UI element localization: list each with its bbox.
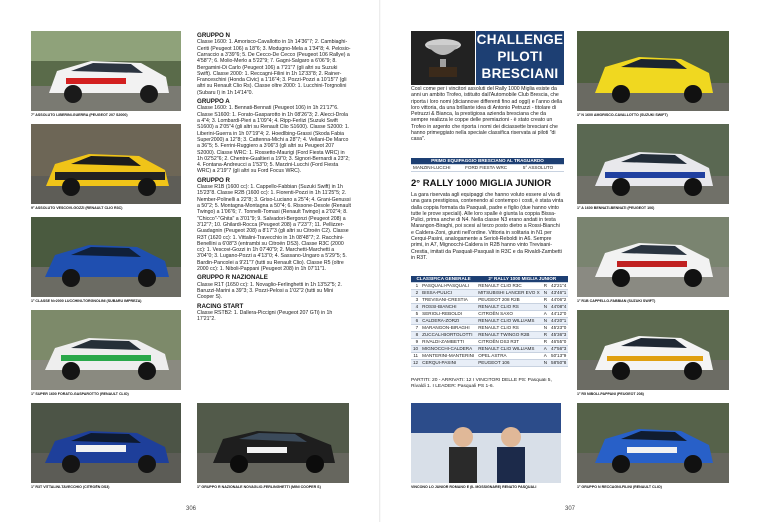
ranking-crew: MANTERINI-MANTERINI xyxy=(422,353,475,358)
ranking-crew: PASQUALI-PASQUALI xyxy=(420,283,476,290)
ranking-group: A xyxy=(542,346,549,353)
photo-pasquali-winners xyxy=(411,403,561,483)
ranking-group: N xyxy=(543,325,548,330)
ranking-crew: TREVISANI-CRESTIA xyxy=(420,297,476,304)
photo-caption: 1° SUPER 1600 FORATO-GASPAROTTO (RENAULT CLIO) xyxy=(31,392,129,396)
ranking-group: A xyxy=(542,353,549,360)
group-n-results: Classe 1600: 1. Amorisco-Cavallotto in 1h 14'36"7; 2. Cambiaghi-Ceriti (Peugeot 106) a 18"6; 3. Modugno-Mela a 1'34"8; 4. Pelosio-Carraccio a 3'39"6; 5. De Cecco-De Cecco (Peugeot 106 Rallye) a 4'58"7; 6. Molio-Merlo a 5'22"9; 7. Gagni-Salgaro a 6'06"9; 8. Bergamini-Di Carlo (Peugeot 106) a 7'21"7 (gli altri su Suzuki Swift). Classe 2000: 1. Reccagni-Filini in 1h 12'33"8; 2. Rainer-Franceschini (Honda Civic) a 1'16"4; 3. Pozzi-Pozzi a 10'15"7 (gli altri su Renault Clio Rs). Classe oltre 2000: 1. Lucchini-Torgnolini (Subaru I) in 1h 14'14"0. xyxy=(197,39,351,96)
ranking-pos: 9 xyxy=(411,339,420,346)
racing-start-results: Classe RSTB2: 1. Dallera-Piccigni (Peugeot 207 GTi) in 1h 17'21"2. xyxy=(197,310,333,323)
photo-vescovi-gozzi xyxy=(31,124,181,204)
ranking-crew: CALDERA-ZORZI xyxy=(420,318,476,325)
ranking-crew: ZUCCALI-BORTOLOTTI xyxy=(420,332,476,339)
ranking-time: 42'21"4 xyxy=(551,283,567,288)
ranking-time: 46'55"0 xyxy=(551,339,567,344)
primo-position: 5° ASSOLUTO xyxy=(521,165,564,172)
ranking-pos: 4 xyxy=(411,304,420,311)
ranking-pos: 12 xyxy=(413,360,419,365)
ranking-pos: 6 xyxy=(411,318,420,325)
challenge-title-box xyxy=(476,31,564,85)
photo-caption: 1° R3T VITTALINI-TAVECCHIO (CITROËN DS3) xyxy=(31,485,110,489)
ranking-group: N xyxy=(543,360,548,365)
title-line: PILOTI xyxy=(497,49,543,64)
group-rn-heading: GRUPPO R NAZIONALE xyxy=(197,274,268,282)
ranking-car: RENAULT CLIO R3C xyxy=(476,283,542,290)
group-a-results: Classe 1600: 1. Bennati-Bennati (Peugeot 106) in 1h 21'17"6. Classe S1600: 1. Forato-Gasparotto in 1h 08'26"3; 2. Alecci-Drola a 4"4; 3. Lombardi-Pieri a 1'09"4; 4. Ripp-Ferlizi (Suzuki Swift S1600) a 2'05"4 (gli altri su Renault Clio S1600). Classe S2000: 1. Liberini-Guerra in 1h 07'19"4; 2. Hoedlbing-Grassi (Skoda Fabia Super2000) a 12"8; 3. Cattenna-Michi a 28"7; 4. Vellani-De Marco a 36"5; 5. Ferrini-Ruggiero a 3'06"3 (gli altri su Peugeot 207 S2000). Classe WRC: 1. Rossetto-Maurigi (Ford Fiesta WRC) in 1h 02'52"6; 2. Chentre-Gualtieri a 19"0; 3. Signori-Bernardi a 23"2; 4. Fontana-Andreucci a 1'53"0; 5. Marzini-Lucchi (Ford Fiesta WRC) a 2'19"7 (gli altri su Ford Focus WRC). xyxy=(197,105,350,175)
photo-forato-gasparotto xyxy=(31,310,181,390)
ranking-group: N xyxy=(543,290,548,295)
ranking-crew: MIGNOCCHI-CALDERA xyxy=(420,346,476,353)
ranking-row xyxy=(411,311,568,318)
ranking-time: 44'08"4 xyxy=(551,304,567,309)
ranking-pos: 2 xyxy=(411,290,420,297)
ranking-car: CITROËN SAXO xyxy=(476,311,542,318)
ranking-row xyxy=(411,360,568,367)
photo-caption: 1° GRUPPO R NAZIONALE NOVAGLIO-FERLINGHETTI (MINI COOPER S) xyxy=(197,485,321,489)
primo-crew: MANZINI-LUCCHI xyxy=(411,165,463,172)
title-line: BRESCIANI xyxy=(481,66,559,81)
photo-niboli-pappani xyxy=(577,310,729,390)
ranking-row xyxy=(411,353,568,360)
racing-start-heading: RACING START xyxy=(197,302,244,310)
ranking-group: N xyxy=(543,304,548,309)
photo-bennati-bennati xyxy=(577,124,729,204)
ranking-time: 44'20"1 xyxy=(551,318,567,323)
challenge-intro: Così come per i vincitori assoluti del Rally 1000 Miglia esiste da anni un ambito Trofeo, istituito dall'Automobile Club Brescia, che riporta i loro nomi (diciannove differenti fino ad oggi) e l'anno della loro vittoria, da una brillante idea di Antonio Petruzzi - titolare di Petruzzi & Bianca, la prestigiosa azienda bresciana che da sempre realizza le coppe delle premiazioni - è stato creato un Trofeo in argento che riporta i nomi dei diciassette bresciani che hanno primeggiato nella speciale classifica riservata ai piloti "di casa". xyxy=(411,86,563,143)
group-a-heading: GRUPPO A xyxy=(197,98,230,106)
page-number-right: 307 xyxy=(565,506,576,512)
photo-caption: 1° CLASSE N>2000 LUCCHINI-TORGNOLINI (SUBARU IMPREZA) xyxy=(31,299,142,303)
primo-equipaggio-table xyxy=(411,158,564,172)
primo-car: FORD FIESTA WRC xyxy=(463,165,521,172)
ranking-car: RENAULT CLIO RS xyxy=(476,325,542,332)
ranking-crew: ROSSI-BIANCHI xyxy=(420,304,476,311)
group-r-heading: GRUPPO R xyxy=(197,176,231,184)
results-column-left xyxy=(197,30,351,400)
ranking-row xyxy=(411,304,568,311)
ranking-car: CITROËN DS3 R3T xyxy=(476,339,542,346)
ranking-pos: 7 xyxy=(411,325,420,332)
ranking-time: 45'36"3 xyxy=(551,332,567,337)
photo-novaglio-ferlinghetti xyxy=(197,403,349,483)
ranking-time: 47'56"3 xyxy=(551,346,567,351)
junior-title: 2° RALLY 1000 MIGLIA JUNIOR xyxy=(411,178,552,189)
ranking-time: 45'23"0 xyxy=(551,325,567,330)
ranking-header-right: 2° RALLY 1000 MIGLIA JUNIOR xyxy=(476,276,568,283)
ranking-crew: BISSA-PULICI xyxy=(420,290,476,297)
primo-header: PRIMO EQUIPAGGIO BRESCIANO AL TRAGUARDO xyxy=(411,158,564,165)
ranking-time: 50'13"9 xyxy=(551,353,567,358)
page-gutter xyxy=(379,0,381,522)
photo-cappello-fabbian xyxy=(577,217,729,297)
photo-caption: VINCONO LO JUNIOR ROMANO E (IL MOSSIGNARE) RENATO PASQUALI xyxy=(411,485,537,489)
ranking-pos: 5 xyxy=(411,311,420,318)
junior-footer: PARTITI: 20 - ARRIVATI: 12 I VINCITORI DELLE PS: Pasquali 5, Rivaldi 1. I LEADER: Pasquali PS 1-6. xyxy=(411,378,552,390)
ranking-pos: 1 xyxy=(411,283,420,290)
ranking-car: PEUGEOT 106 xyxy=(476,360,542,367)
group-r-results: Classe R1B (1600 cc): 1. Cappello-Fabbian (Suzuki Swift) in 1h 15'23"8. Classe R2B (1600 cc): 1. Fiorenti-Pozzi in 1h 11'25"5; 2. Nember-Polinelli a 22"8; 3. Griso-Luciano a 25"4; 4. Grani-Genussi a 50"2; 5. Montagna-Montagna a 50"4; 6. Rissone-Desole (Renault Twingo) a 1'06"6; 7. Tonnelli-Tomasi (Renault Twingo) a 2'02"4; 8. "Chicco"-"Ghita" a 3'01"9; 9. Salvadori-Bergonzi (Peugeot 208) a 3'12"7; 10. Ghilardi-Rocca (Peugeot 208) a 7'23"7; 11. Pellizzer-Guadagnin (Peugeot 208) a 8'17"3 (gli altri su Citroën C2). Classe R3T (1620 cc): 1. Vittalini-Travecchio in 1h 08'48"7; 2. Racchini-Benellini a 6'08"3 (entrambi su Citroën DS3). Classe R3C (2000 cc): 1. Vescovi-Gozzi in 1h 07'40"9; 2. Marchetti-Marchetti a 3'04"0; 3. Lugano-Pozzi a 4'13"0; 4. Sassano-Ungaro a 5'29"5; 5. Bardin-Pancolei a 9'21"7 (tutti su Renault Clio). Classe R5 (oltre 2000 cc): 1. Niboli-Pappani (Peugeot 208) in 1h 07'11"1. xyxy=(197,184,351,273)
ranking-group: A xyxy=(542,311,549,318)
ranking-car: RENAULT CLIO RS xyxy=(476,304,542,311)
ranking-crew: RIVALDI-ZAMBETTI xyxy=(420,339,476,346)
photo-caption: 7° ASSOLUTO LIBERINI-GUERRA (PEUGEOT 207 S2000) xyxy=(31,113,128,117)
ranking-row xyxy=(411,332,568,339)
ranking-row xyxy=(411,297,568,304)
photo-amorisco-cavallotto xyxy=(577,31,729,111)
ranking-pos: 8 xyxy=(411,332,420,339)
photo-caption: 1° GRUPPO N RECCAGNI-FILINI (RENAULT CLIO) xyxy=(577,485,662,489)
ranking-group: R xyxy=(543,339,548,344)
ranking-row xyxy=(411,339,568,346)
ranking-car: RENAULT CLIO WILLIAMS xyxy=(476,318,542,325)
group-rn-results: Classe R1T (1650 cc): 1. Novaglio-Ferlinghetti in 1h 13'52"5; 2. Baruzzi-Marini a 39"3; 3. Pozzi-Pelosi a 1'02"2 (tutti su Mini Cooper S). xyxy=(197,281,342,301)
ranking-car: MITSUBISHI LANCER EVO X xyxy=(478,290,540,295)
ranking-pos: 11 xyxy=(411,353,420,360)
ranking-time: 44'06"2 xyxy=(551,297,567,302)
ranking-group: R xyxy=(543,297,548,302)
ranking-row xyxy=(411,283,568,290)
ranking-car: RENAULT TWINGO R2B xyxy=(476,332,542,339)
ranking-time: 58'50"8 xyxy=(551,360,567,365)
ranking-group: N xyxy=(543,318,548,323)
photo-vittalini-tavecchio xyxy=(31,403,181,483)
ranking-time: 43'46"1 xyxy=(551,290,567,295)
photo-caption: 1° R1B CAPPELLO-FABBIAN (SUZUKI SWIFT) xyxy=(577,299,656,303)
ranking-crew: CERQUI-PASINI xyxy=(420,360,476,367)
group-n-heading: GRUPPO N xyxy=(197,32,231,39)
page-number-left: 306 xyxy=(186,506,197,512)
ranking-row xyxy=(411,325,568,332)
photo-caption: 1° A 1600 BENNATI-BENNATI (PEUGEOT 106) xyxy=(577,206,655,210)
photo-caption: 1° N 1600 AMORISCO-CAVALLOTTO (SUZUKI SWIFT) xyxy=(577,113,668,117)
ranking-car: RENAULT CLIO WILLIAMS xyxy=(476,346,542,353)
ranking-group: R xyxy=(543,283,548,288)
ranking-group: R xyxy=(543,332,548,337)
photo-caption: 1° R5 NIBOLI-PAPPANI (PEUGEOT 208) xyxy=(577,392,644,396)
ranking-row xyxy=(411,290,568,297)
title-line: CHALLENGE xyxy=(476,32,564,47)
ranking-pos: 3 xyxy=(411,297,420,304)
ranking-crew: SERIOLI-REBOLDI xyxy=(420,311,476,318)
ranking-car: OPEL ASTRA xyxy=(476,353,542,360)
ranking-pos: 10 xyxy=(413,346,419,351)
photo-reccagni-filini xyxy=(577,403,729,483)
ranking-car: PEUGEOT 208 R2B xyxy=(476,297,542,304)
photo-liberini-guerra xyxy=(31,31,181,111)
photo-lucchini-torgnolini xyxy=(31,217,181,297)
ranking-time: 44'12"0 xyxy=(551,311,567,316)
photo-caption: 9° ASSOLUTO VESCOVI-GOZZI (RENAULT CLIO R3C) xyxy=(31,206,123,210)
ranking-row xyxy=(411,346,568,353)
photo-trophy xyxy=(411,31,475,85)
ranking-header-left: CLASSIFICA GENERALE xyxy=(411,276,476,283)
junior-text: La gara riservata agli equipaggi che hanno voluto essere al via di una gara prestigiosa, contenendo al contempo i costi, è stata vinta dalla coppia formata da Pasquali, padre e figlio (due hanno vinto tutte le prove speciali). Alle loro spalle è giunta la coppia Bissa-Pulici, prima anche di N4. Nella classe N3 erano andati in testa Marangon-Biraghi, poi scesi al terzo posto dietro a Rossi-Bianchi e Caldera-Zoni, giunti nell'ordine. Vittoria in solitaria in N1 per Cerqui-Pasini, analogamente a Serioli-Reboldi in A6. Sempre primi, in A7, Mignocchi-Caldera in R2B hanno vinto Trevisani-Crestia, imitati da Pasquali-Pasquali in R3C e da Rivaldi-Zambetti in R3T. xyxy=(411,192,564,261)
ranking-crew: MARANGON-BIRAGHI xyxy=(420,325,476,332)
ranking-row xyxy=(411,318,568,325)
junior-ranking-table xyxy=(411,276,568,367)
